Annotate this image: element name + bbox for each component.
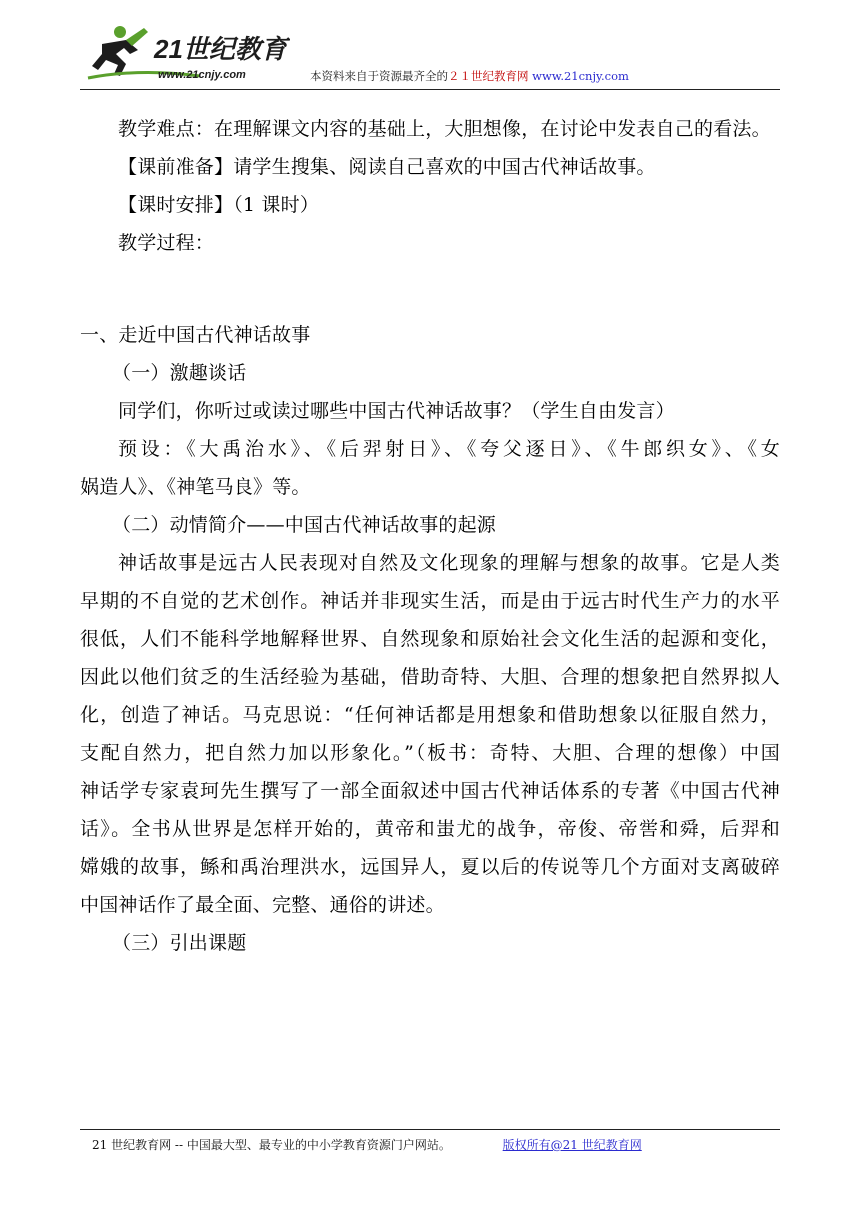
paragraph-origin-line-2: 早期的不自觉的艺术创作。神话并非现实生活，而是由于远古时代生产力的水平 <box>80 590 780 612</box>
copyright-link[interactable]: 版权所有@21 世纪教育网 <box>502 1138 642 1152</box>
paragraph-preset-line-1: 预设：《大禹治水》、《后羿射日》、《夸父逐日》、《牛郎织女》、《女 <box>118 438 780 460</box>
logo-text: 21世纪教育 <box>154 34 287 64</box>
spacer <box>80 262 780 316</box>
paragraph-origin-line-9: 嫦娥的故事，鲧和禹治理洪水，远国异人，夏以后的传说等几个方面对支离破碎 <box>80 856 780 878</box>
paragraph-origin-line-7: 神话学专家袁珂先生撰写了一部全面叙述中国古代神话体系的专著《中国古代神 <box>80 780 780 802</box>
paragraph-origin-line-8: 话》。全书从世界是怎样开始的，黄帝和蚩尤的战争，帝俊、帝喾和舜，后羿和 <box>80 818 780 840</box>
teaching-process-label: 教学过程： <box>118 232 215 254</box>
paragraph-origin-line-3: 很低，人们不能科学地解释世界、自然现象和原始社会文化生活的起源和变化， <box>80 628 780 650</box>
section-heading-1: 一、走近中国古代神话故事 <box>80 324 311 346</box>
subsection-heading-2: （二）动情简介——中国古代神话故事的起源 <box>112 514 497 536</box>
page-header <box>80 20 780 88</box>
header-note-site: ２１世纪教育网 <box>448 69 529 83</box>
class-hours: 【课时安排】（1 课时） <box>118 194 320 216</box>
paragraph-origin-line-10: 中国神话作了最全面、完整、通俗的讲述。 <box>80 894 445 916</box>
paragraph-preset-line-2: 娲造人》、《神笔马良》等。 <box>80 476 311 498</box>
preparation: 【课前准备】请学生搜集、阅读自己喜欢的中国古代神话故事。 <box>118 156 656 178</box>
logo-url: www.21cnjy.com <box>158 69 246 81</box>
paragraph-origin-line-6: 支配自然力，把自然力加以形象化。”（板书：奇特、大胆、合理的想像）中国 <box>80 742 780 764</box>
document-body <box>80 110 780 962</box>
footer-divider <box>80 1129 780 1130</box>
header-note-url[interactable]: www.21cnjy.com <box>532 69 629 83</box>
teaching-difficulty: 教学难点：在理解课文内容的基础上，大胆想像，在讨论中发表自己的看法。 <box>118 118 771 140</box>
paragraph-origin-line-4: 因此以他们贫乏的生活经验为基础，借助奇特、大胆、合理的想象把自然界拟人 <box>80 666 780 688</box>
site-logo <box>80 20 290 86</box>
page-footer <box>92 1136 642 1153</box>
footer-text: 21 世纪教育网 -- 中国最大型、最专业的中小学教育资源门户网站。 <box>92 1138 451 1152</box>
header-note-prefix: 本资料来自于资源最齐全的 <box>310 69 448 83</box>
header-divider <box>80 89 780 90</box>
header-note <box>310 68 629 84</box>
subsection-heading-3: （三）引出课题 <box>112 932 247 954</box>
paragraph-origin-line-1: 神话故事是远古人民表现对自然及文化现象的理解与想象的故事。它是人类 <box>118 552 780 574</box>
paragraph-origin-line-5: 化，创造了神话。马克思说：“任何神话都是用想象和借助想象以征服自然力， <box>80 704 780 726</box>
subsection-heading-1: （一）激趣谈话 <box>112 362 247 384</box>
paragraph-question: 同学们，你听过或读过哪些中国古代神话故事？（学生自由发言） <box>118 400 675 422</box>
